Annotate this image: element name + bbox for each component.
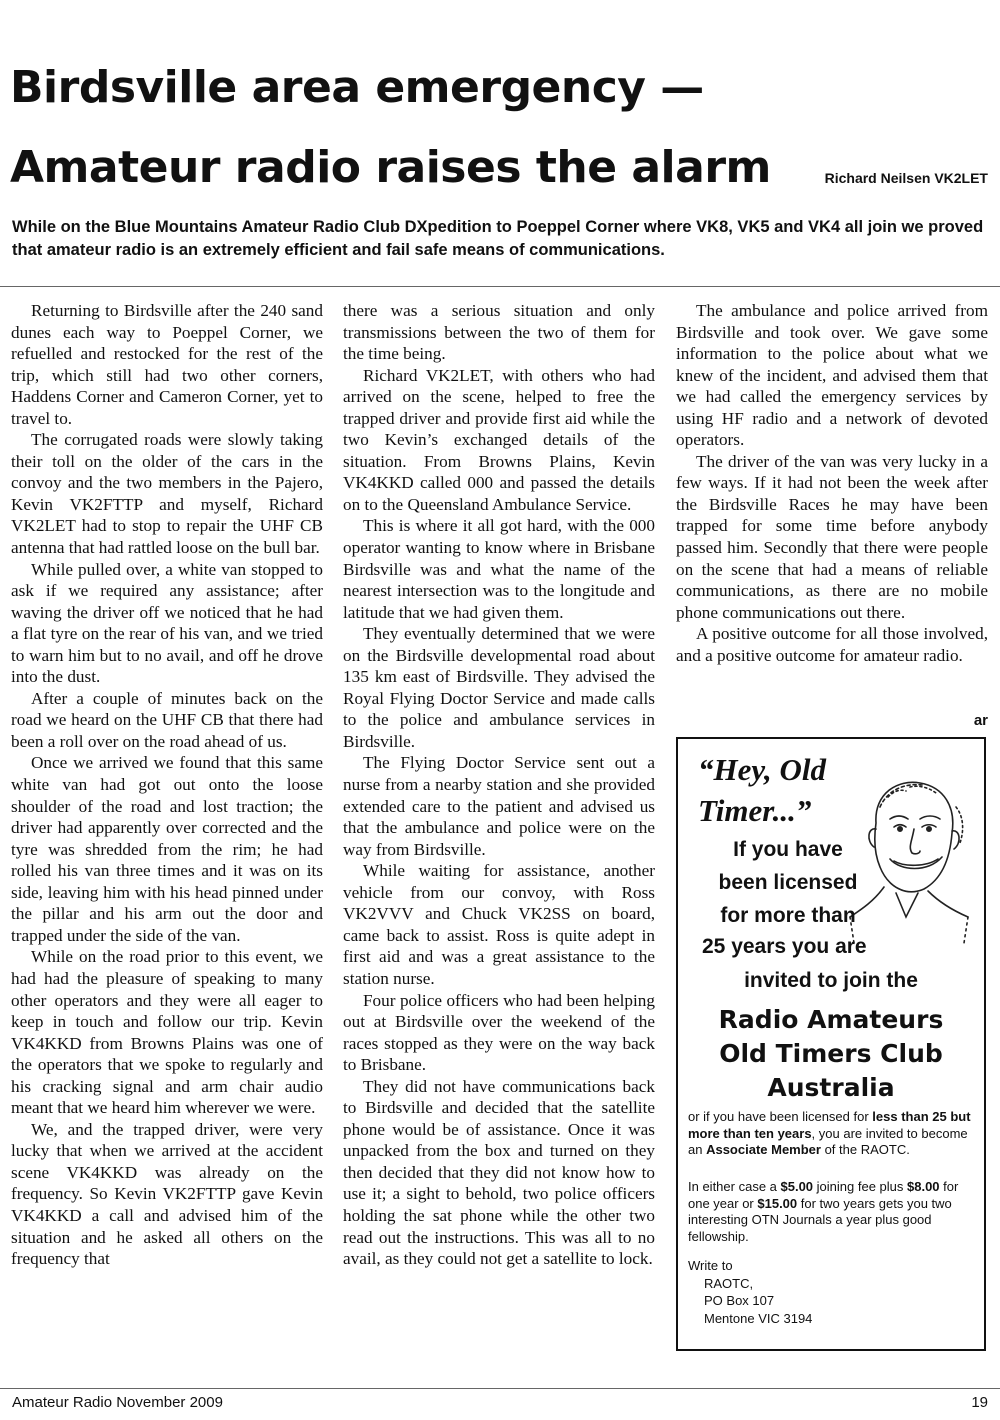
club-name-line: Radio Amateurs: [718, 1005, 944, 1034]
text-run: for two years gets you two interesting OTN Journals a year plus good fellowship.: [688, 1195, 952, 1244]
associate-membership-text: [688, 1109, 976, 1159]
text-run: , you are invited to become an: [688, 1125, 968, 1157]
paragraph: The corrugated roads were slowly taking their toll on the older of the cars in the convoy and the two members in the Pajero, Kevin VK2FTTP and myself, Richard VK2LET had to stop to repair the UHF CB antenna that had rattled loose on the bull bar.: [11, 430, 323, 558]
club-name-line: Old Timers Club: [719, 1039, 943, 1068]
text-run: for one year or: [688, 1179, 959, 1211]
paragraph: Four police officers who had been helping out at Birdsville over the weekend of the races stopped as they were on the way back to Brisbane.: [343, 990, 655, 1075]
text-run-bold: $15.00: [757, 1195, 798, 1211]
ad-line: 25 years you are: [702, 935, 867, 958]
paragraph: The driver of the van was very lucky in a few ways. If it had not been the week after the Birdsville Races he may have been trapped for some time before anybody passed him. Secondly that there were people on the scene that had a means of reliable communications, as there are no mobile phone communications out there.: [676, 451, 988, 622]
paragraph: The Flying Doctor Service sent out a nurse from a nearby station and she provided extended care to the patient and advised us that the ambulance and police were on the way from Birdsville.: [343, 753, 655, 859]
mailing-address: [688, 1257, 976, 1327]
paragraph: This is where it all got hard, with the 000 operator wanting to know where in Brisbane Birdsville was and what the name of the nearest intersection was to the longitude and latitude that we had given them.: [343, 516, 655, 622]
text-run-bold: less than 25 but more than ten years: [688, 1109, 971, 1141]
paragraph: They did not have communications back to Birdsville and decided that the satellite phone would be of assistance. Once it was unpacked from the box and turned on they then decided that they did not know how to use it; a sight to behold, two police officers holding the sat phone while the other two read out the instructions. This was all to no avail, as they could not get a satellite to lock.: [343, 1076, 655, 1269]
title-line-2: Amateur radio raises the alarm: [10, 142, 771, 193]
end-mark: ar: [973, 712, 988, 729]
title-line-1: Birdsville area emergency —: [10, 62, 704, 113]
intro-paragraph: While on the Blue Mountains Amateur Radio Club DXpedition to Poeppel Corner where VK8, VK5 and VK4 all join we proved that amateur radio is an extremely efficient and fail safe means of communications.: [12, 218, 984, 259]
club-name-line: Australia: [767, 1073, 895, 1102]
page-number: 19: [971, 1394, 988, 1411]
divider-rule: [0, 286, 1000, 287]
paragraph: Once we arrived we found that this same white van had got out onto the loose shoulder of the road and lost traction; the driver had apparently over corrected and the tyre was shredded from the rim; he had rolled his van three times and it was on its side, leaving him with his head pinned under the pillar and his arm out the door and trapped under the side of the van.: [11, 753, 323, 945]
text-run: or if you have been licensed for: [688, 1109, 873, 1124]
column-3: [676, 300, 988, 666]
paragraph: They eventually determined that we were on the Birdsville developmental road about 135 km east of Birdsville. They advised the Royal Flying Doctor Service and made calls to the police and ambulance services in Birdsville.: [343, 624, 655, 751]
paragraph: A positive outcome for all those involved, and a positive outcome for amateur radio.: [676, 624, 988, 665]
address-line: RAOTC,: [704, 1275, 754, 1291]
paragraph: The ambulance and police arrived from Birdsville and took over. We gave some information to the police about what we knew of the incident, and advised them that we had called the emergency services by using HF radio and a network of devoted operators.: [676, 301, 988, 450]
ad-headline: “Hey, Old Timer...”: [698, 752, 826, 828]
column-1: [11, 300, 323, 1270]
text-run: In either case a: [688, 1179, 781, 1194]
raotc-advertisement: [676, 737, 986, 1351]
text-run: joining fee plus: [813, 1179, 907, 1194]
text-run-bold: Associate Member: [706, 1142, 821, 1157]
paragraph: While waiting for assistance, another vehicle from our convoy, with Ross VK2VVV and Chuck VK2SS on board, came back to assist. Ross is quite adept in first aid and was a great assistance to the station nurse.: [343, 861, 655, 988]
paragraph: After a couple of minutes back on the road we heard on the UHF CB that there had been a roll over on the road ahead of us.: [11, 688, 323, 751]
publication-footer: Amateur Radio November 2009: [12, 1394, 223, 1411]
address-line: Mentone VIC 3194: [704, 1310, 813, 1326]
paragraph: While pulled over, a white van stopped to ask if we required any assistance; after waving the driver off we noticed that he had a flat tyre on the rear of his van, and we tried to warn him but to no avail, and off he drove into the dust.: [11, 559, 323, 687]
ad-line: invited to join the: [744, 969, 918, 992]
ad-line: for more than: [720, 904, 856, 927]
paragraph: Richard VK2LET, with others who had arrived on the scene, helped to free the trapped driver and provide first aid while the two Kevin’s exchanged details of the situation. From Browns Plains, Kevin VK4KKD called 000 and passed the details on to the Queensland Ambulance Service.: [343, 365, 655, 514]
ad-line: been licensed: [718, 871, 858, 894]
paragraph-continued: there was a serious situation and only transmissions between the two of them for the time being.: [343, 301, 655, 364]
paragraph: Returning to Birdsville after the 240 sand dunes each way to Poeppel Corner, we refuelled and restocked for the rest of the trip, which still had two other corners, Haddens Corner and Cameron Corner, yet to travel to.: [11, 301, 323, 428]
ad-invitation: [678, 833, 898, 932]
write-to-label: Write to: [688, 1258, 733, 1273]
byline: Richard Neilsen VK2LET: [824, 170, 988, 186]
address-line: PO Box 107: [704, 1293, 775, 1308]
paragraph: While on the road prior to this event, we had had the pleasure of speaking to many other operators and they were all eager to keep in touch and follow our trip. Kevin VK4KKD from Browns Plains was one of the operators that we spoke to regularly and his cracking signal and arm chair audio meant that we heard him wherever we were.: [11, 947, 323, 1118]
club-name: [678, 1003, 984, 1105]
text-run: of the RAOTC.: [820, 1142, 910, 1157]
footer-rule: [0, 1388, 1000, 1389]
fee-text: [688, 1179, 976, 1245]
paragraph: We, and the trapped driver, were very lucky that when we arrived at the accident scene VK4KKD was already on the frequency. So Kevin VK2FTTP gave Kevin VK4KKD a call and advised him of the situation and he asked all others on the frequency that: [11, 1119, 323, 1269]
column-2: [343, 300, 655, 1270]
text-run-bold: $5.00: [780, 1179, 814, 1194]
ad-line: If you have: [733, 838, 843, 861]
text-run-bold: $8.00: [907, 1179, 940, 1194]
